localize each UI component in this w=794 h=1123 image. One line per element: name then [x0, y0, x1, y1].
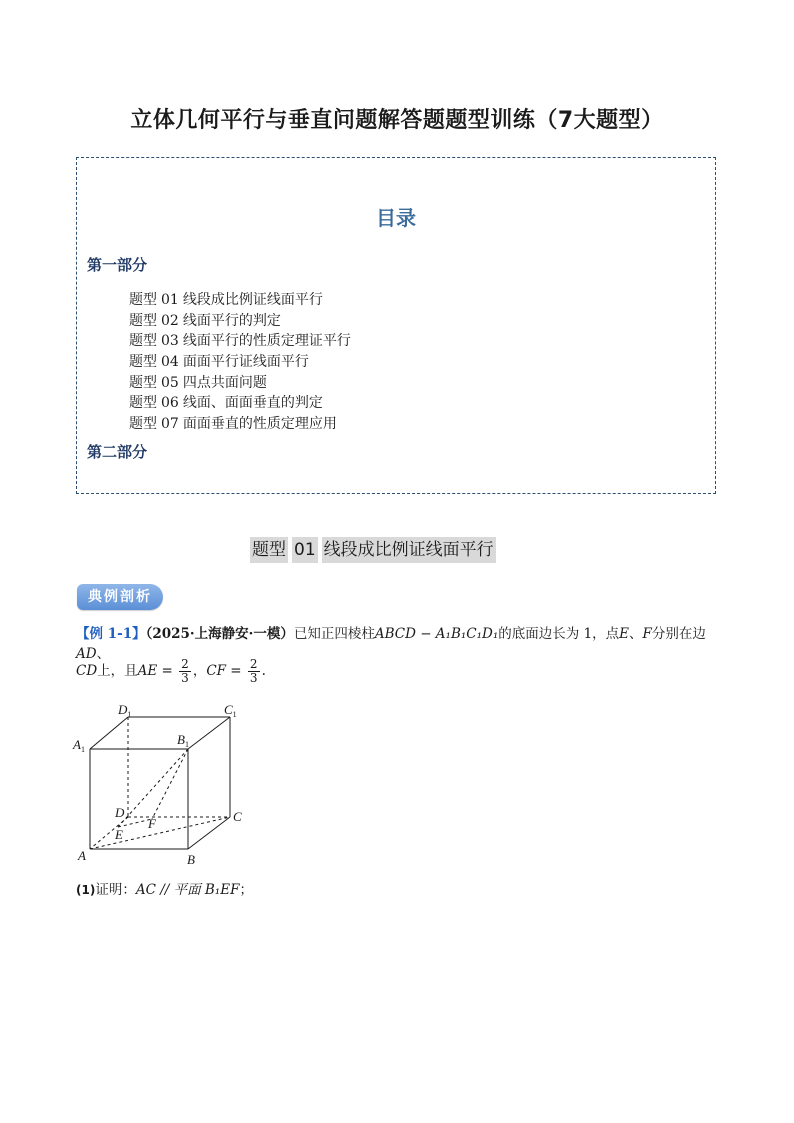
segment-cf: CF	[206, 663, 227, 679]
toc-item[interactable]	[129, 311, 351, 332]
example-badge: 典例剖析	[77, 584, 163, 610]
label-b: B	[187, 852, 195, 867]
separator: 、	[96, 646, 111, 662]
toc-part-1: 第一部分	[87, 256, 148, 274]
toc-item-prefix: 题型	[129, 312, 157, 329]
toc-item-text: 线面平行的判定	[182, 312, 281, 329]
toc-item-prefix: 题型	[129, 416, 157, 433]
example-source: （2025·上海静安·一模）	[145, 626, 294, 642]
table-of-contents	[76, 157, 716, 494]
point-f: F	[642, 626, 652, 642]
toc-item-number: 01	[161, 292, 179, 308]
fraction-denominator: 3	[249, 671, 258, 685]
fraction-numerator: 2	[249, 657, 258, 671]
toc-item-number: 02	[161, 312, 179, 329]
toc-item-text: 线面平行的性质定理证平行	[182, 333, 351, 350]
toc-item-number: 07	[161, 416, 179, 433]
point-e: E	[619, 626, 630, 642]
line-ef	[118, 819, 152, 827]
toc-item[interactable]	[129, 414, 351, 435]
toc-item-number: 03	[161, 333, 179, 350]
question-1	[76, 878, 253, 898]
example-label: 【例 1-1】	[76, 626, 146, 642]
toc-item-prefix: 题型	[129, 354, 157, 371]
toc-item[interactable]	[129, 290, 351, 311]
line-b1f	[152, 749, 188, 819]
toc-item-text: 面面平行证线面平行	[182, 354, 309, 371]
toc-item[interactable]	[129, 352, 351, 373]
toc-list	[129, 290, 351, 435]
label-e: E	[115, 827, 123, 842]
toc-item-text: 四点共面问题	[182, 374, 267, 391]
toc-item-number: 05	[161, 374, 179, 391]
prism-name: ABCD − A₁B₁C₁D₁	[374, 626, 499, 642]
edge-b1c1	[188, 717, 230, 749]
separator: ，	[192, 663, 207, 679]
toc-item-prefix: 题型	[129, 395, 157, 412]
equals-sign: =	[226, 663, 246, 679]
prism-figure	[70, 697, 250, 873]
toc-item-prefix: 题型	[129, 374, 157, 391]
label-a: A	[78, 848, 86, 863]
label-a1: $A_1$	[73, 737, 85, 754]
toc-heading: 目录	[376, 206, 416, 230]
problem-text: 已知正四棱柱	[293, 626, 375, 642]
toc-item-text: 面面垂直的性质定理应用	[182, 416, 337, 433]
question-text: 证明：	[95, 882, 136, 898]
section-heading	[250, 537, 496, 563]
problem-text: 的底面边长为 1，点	[498, 626, 620, 642]
fraction-numerator: 2	[181, 657, 189, 671]
problem-line-2	[76, 656, 266, 686]
question-expression: AC // 平面 B₁EF	[135, 882, 240, 898]
toc-item-prefix: 题型	[129, 333, 157, 350]
fraction-ae	[179, 658, 191, 685]
period: .	[261, 663, 266, 679]
label-c: C	[233, 809, 242, 824]
toc-item-prefix: 题型	[129, 292, 157, 308]
question-number: (1)	[76, 883, 96, 897]
label-c1: $C_1$	[224, 702, 237, 719]
problem-text: 分别在边	[651, 626, 706, 642]
page-title: 立体几何平行与垂直问题解答题题型训练（7大题型）	[130, 108, 664, 133]
segment-ae: AE	[137, 663, 158, 679]
label-b1: $B_1$	[177, 732, 189, 749]
label-d1: $D_1$	[118, 702, 132, 719]
fraction-denominator: 3	[181, 671, 189, 685]
edge-ad: AD	[76, 646, 97, 662]
toc-item[interactable]	[129, 331, 351, 352]
edge-a1d1	[90, 717, 128, 749]
toc-item[interactable]	[129, 373, 351, 394]
toc-item-number: 06	[161, 395, 179, 412]
edge-cd: CD	[76, 663, 98, 679]
section-number: 01	[292, 537, 318, 563]
separator: 、	[629, 626, 643, 642]
toc-item-text: 线段成比例证线面平行	[182, 292, 323, 308]
toc-item-number: 04	[161, 354, 179, 371]
toc-item[interactable]	[129, 393, 351, 414]
label-f: F	[148, 816, 156, 831]
equals-sign: =	[157, 663, 178, 679]
section-text: 线段成比例证线面平行	[322, 537, 496, 563]
toc-item-text: 线面、面面垂直的判定	[182, 395, 323, 412]
section-prefix: 题型	[250, 537, 288, 563]
toc-part-2: 第二部分	[87, 443, 148, 461]
problem-text: 上，且	[97, 663, 138, 679]
fraction-cf	[248, 658, 260, 685]
label-d: D	[115, 805, 125, 820]
question-end: ；	[239, 882, 253, 898]
